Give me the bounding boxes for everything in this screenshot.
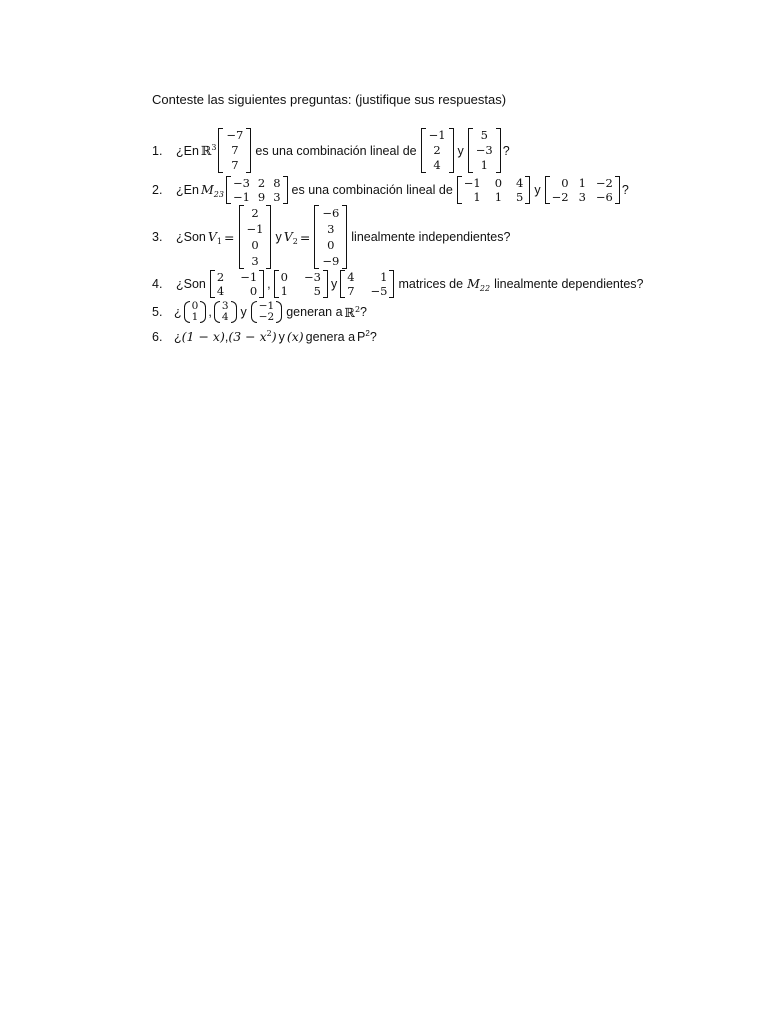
question-number: 4. — [152, 277, 163, 291]
matrix: −1 0 4 1 1 5 — [457, 176, 531, 204]
question-end: ? — [621, 183, 629, 197]
matrix: 4 1 7 −5 — [340, 270, 394, 298]
column-vector: 5 −3 1 — [468, 128, 501, 173]
question-middle-text: es una combinación lineal de — [255, 143, 417, 158]
question-end: linealmente independientes? — [351, 230, 511, 244]
vector-label-v2: $V_2$ — [283, 228, 298, 246]
question-middle-text: matrices de — [398, 277, 464, 291]
question-prefix: ¿En — [176, 183, 199, 197]
polynomial: $(3 - x^2)$ — [228, 329, 277, 344]
question-number: 2. — [152, 183, 163, 197]
vector-label-v1: $V_1$ — [207, 228, 223, 246]
matrix: 2 −1 4 0 — [210, 270, 264, 298]
column-vector: 3 4 — [214, 301, 237, 323]
space-symbol: $M_{23}$ — [200, 181, 224, 199]
space-symbol: $M_{22}$ — [467, 275, 491, 293]
question-middle-text: es una combinación lineal de — [291, 183, 453, 197]
question-end: ? — [360, 305, 367, 319]
question-number: 6. — [152, 329, 163, 344]
polynomial: (x) — [286, 329, 304, 344]
space-symbol: ℝ$^3$ — [200, 143, 217, 158]
matrix: −3 2 8 −1 9 3 — [226, 176, 288, 204]
column-vector: −6 3 0 −9 — [314, 205, 347, 269]
question-number: 3. — [152, 230, 163, 244]
question-6 — [152, 329, 377, 344]
question-prefix: ¿ — [174, 305, 182, 319]
matrix: 0 1 −2 −2 3 −6 — [545, 176, 620, 204]
question-prefix: ¿Son — [176, 230, 206, 244]
question-1 — [152, 128, 510, 173]
question-prefix: ¿Son — [176, 277, 206, 291]
question-middle-text: generan a — [286, 305, 343, 319]
column-vector: −1 2 4 — [421, 128, 454, 173]
conjunction: y — [330, 277, 338, 291]
question-3 — [152, 205, 512, 269]
question-2 — [152, 176, 629, 204]
comma: , — [208, 305, 212, 319]
space-symbol: ℝ$^2$ — [344, 304, 361, 320]
column-vector: −7 7 7 — [218, 128, 251, 173]
equals-sign: = — [224, 229, 235, 245]
matrix: 0 −3 1 5 — [274, 270, 328, 298]
question-end: ? — [369, 329, 377, 344]
question-4 — [152, 270, 646, 298]
column-vector: 2 −1 0 3 — [239, 205, 272, 269]
question-end: ? — [502, 143, 510, 158]
column-vector: −1 −2 — [251, 301, 282, 323]
space-symbol: $P^2$ — [357, 329, 370, 344]
question-end: linealmente dependientes? — [494, 277, 644, 291]
conjunction: y — [534, 183, 541, 197]
comma: , — [224, 329, 229, 344]
conjunction: y — [278, 329, 285, 344]
equals-sign: = — [299, 229, 311, 245]
question-prefix: ¿En — [176, 143, 199, 158]
question-middle-text: genera a — [305, 329, 356, 344]
instructions-text: Conteste las siguientes preguntas: (justifique sus respuestas) — [152, 92, 507, 107]
conjunction: y — [275, 230, 282, 244]
question-prefix: ¿ — [174, 329, 182, 344]
question-5 — [152, 301, 367, 323]
question-number: 1. — [152, 143, 163, 158]
question-number: 5. — [152, 305, 163, 319]
conjunction: y — [457, 143, 464, 158]
conjunction: y — [240, 305, 247, 319]
polynomial: (1 − x) — [181, 329, 225, 344]
comma: , — [267, 277, 271, 291]
column-vector: 0 1 — [184, 301, 207, 323]
